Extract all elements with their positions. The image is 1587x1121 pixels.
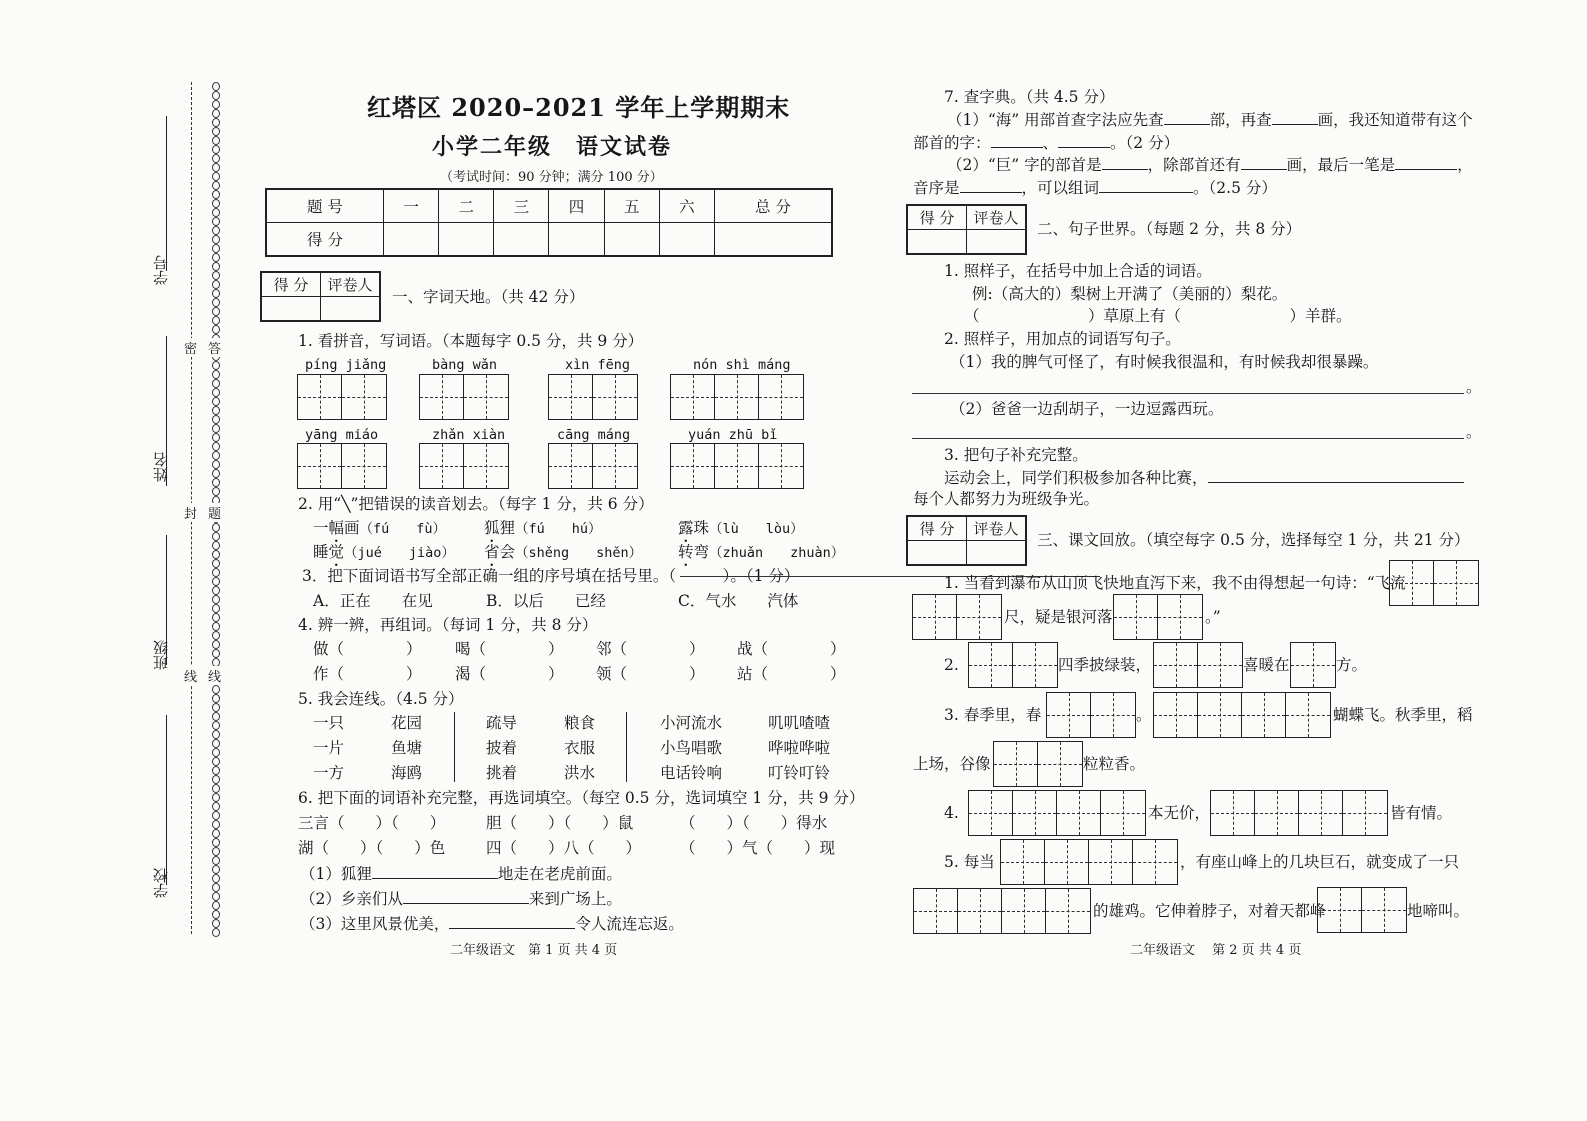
margin-circle <box>212 379 220 388</box>
answer-line[interactable] <box>912 393 1464 394</box>
answer-blank[interactable] <box>1395 155 1457 170</box>
margin-circle <box>212 361 220 370</box>
s2-q2-title: 2. 照样子，用加点的词语写句子。 <box>944 330 1181 348</box>
q2-item[interactable]: 露珠（lù lòu） <box>678 519 804 537</box>
name-label: 姓名 <box>152 452 170 482</box>
writing-grid[interactable] <box>1389 560 1479 606</box>
writing-grid[interactable] <box>1153 642 1243 688</box>
margin-circle <box>212 127 220 136</box>
grader-cell[interactable] <box>321 297 381 322</box>
group-divider <box>626 712 627 782</box>
margin-circle <box>212 442 220 451</box>
score-cell[interactable] <box>439 223 494 257</box>
margin-circle <box>212 811 220 820</box>
grader-label: 评卷人 <box>967 205 1027 230</box>
no-answer-label: 题 <box>208 503 221 522</box>
q2-item[interactable]: 一幅画（fú fù） <box>313 519 447 537</box>
q6-title: 6. 把下面的词语补充完整，再选词填空。（每空 0.5 分，选词填空 1 分，共 9 分） <box>298 789 865 807</box>
seal-label: 封 <box>184 503 197 522</box>
grader-box <box>260 271 381 322</box>
margin-circle <box>212 775 220 784</box>
score-cell[interactable] <box>604 223 659 257</box>
exam-info: （考试时间：90 分钟；满分 100 分） <box>440 170 663 185</box>
answer-blank[interactable] <box>1058 133 1110 148</box>
margin-circle <box>212 298 220 307</box>
section-1-title: 一、字词天地。（共 42 分） <box>392 288 585 306</box>
margin-circle <box>212 424 220 433</box>
margin-circle <box>212 433 220 442</box>
match-item[interactable]: 海鸥 <box>391 764 423 782</box>
group-divider <box>454 712 455 782</box>
s3-q4-number: 4. <box>944 804 959 822</box>
class-label: 班级 <box>152 640 170 670</box>
q4-title: 4. 辨一辨，再组词。（每词 1 分，共 8 分） <box>298 616 598 634</box>
margin-circle <box>212 370 220 379</box>
field-line <box>166 715 167 885</box>
writing-grid[interactable] <box>913 888 1091 934</box>
q1-title: 1. 看拼音，写词语。（本题每字 0.5 分，共 9 分） <box>298 332 644 350</box>
margin-circle <box>212 550 220 559</box>
margin-circle <box>212 82 220 91</box>
answer-blank[interactable] <box>1102 155 1148 170</box>
grader-box <box>906 515 1027 566</box>
grader-score-label: 得 分 <box>907 205 967 230</box>
grader-cell[interactable] <box>967 541 1027 566</box>
margin-circle <box>212 721 220 730</box>
margin-circle <box>212 703 220 712</box>
fill-sentence: （2）乡亲们从 来到广场上。 <box>300 890 622 908</box>
section-3-title: 三、课文回放。（填空每字 0.5 分，选择每空 1 分，共 21 分） <box>1037 531 1470 549</box>
margin-circle <box>212 460 220 469</box>
seal-label: 密 <box>184 338 197 357</box>
margin-circle <box>212 154 220 163</box>
answer-blank[interactable] <box>960 178 1022 193</box>
match-item[interactable]: 电话铃响 <box>660 764 723 782</box>
grader-score-cell[interactable] <box>907 230 967 255</box>
writing-grid[interactable] <box>1290 642 1336 688</box>
answer-line[interactable] <box>912 438 1464 439</box>
margin-circle <box>212 928 220 937</box>
margin-circle <box>212 829 220 838</box>
writing-grid[interactable] <box>297 374 387 420</box>
exam-title: 红塔区 2020–2021 学年上学期期末 <box>367 93 791 122</box>
score-table-header: 一 <box>384 189 439 223</box>
q7-part2: （2）“巨” 字的部首是 ，除部首还有 画，最后一笔是 ， <box>947 156 1473 174</box>
period: 。 <box>1466 378 1482 396</box>
margin-circle <box>212 631 220 640</box>
idiom-item[interactable]: （ ）（ ）得水 <box>680 814 828 832</box>
idiom-item[interactable]: （ ）气（ ）现 <box>680 839 836 857</box>
exam-subtitle: 小学二年级 语文试卷 <box>432 134 673 160</box>
margin-circle <box>212 181 220 190</box>
q4-item[interactable]: 站（ ） <box>737 665 846 683</box>
margin-circle <box>212 118 220 127</box>
s3-q2-text: 喜暖在 <box>1243 656 1290 674</box>
q4-item[interactable]: 喝（ ） <box>455 640 564 658</box>
margin-circle <box>212 685 220 694</box>
margin-circle <box>212 910 220 919</box>
writing-grid[interactable] <box>968 790 1146 836</box>
grader-box <box>906 204 1027 255</box>
margin-circle <box>212 766 220 775</box>
margin-circle <box>212 568 220 577</box>
margin-circle <box>212 487 220 496</box>
q4-item[interactable]: 战（ ） <box>737 640 846 658</box>
answer-blank[interactable] <box>449 914 575 929</box>
answer-blank[interactable] <box>1208 468 1464 483</box>
writing-grid[interactable] <box>1113 594 1203 640</box>
match-item[interactable]: 衣服 <box>564 739 596 757</box>
match-item[interactable]: 疏导 <box>486 714 518 732</box>
match-item[interactable]: 披着 <box>486 739 518 757</box>
no-answer-label: 线 <box>208 666 221 685</box>
pinyin: zhǎn xiàn <box>432 427 506 443</box>
match-item[interactable]: 一方 <box>313 764 345 782</box>
margin-circle <box>212 712 220 721</box>
answer-blank[interactable] <box>372 864 498 879</box>
margin-circle <box>212 469 220 478</box>
margin-circle <box>212 838 220 847</box>
q3-title: 3．把下面词语书写全部正确一组的序号填在括号里。（ ）。（1 分） <box>302 567 800 585</box>
pinyin: píng jiǎng <box>305 357 387 373</box>
answer-blank[interactable] <box>991 133 1043 148</box>
writing-grid[interactable] <box>993 741 1083 787</box>
margin-circle <box>212 757 220 766</box>
s2-q3-line1: 运动会上，同学们积极参加各种比赛， <box>944 468 1464 487</box>
score-table <box>265 188 833 257</box>
margin-circle <box>212 559 220 568</box>
match-item[interactable]: 哗啦哗啦 <box>768 739 831 757</box>
margin-circle <box>212 316 220 325</box>
score-cell[interactable] <box>494 223 549 257</box>
idiom-item[interactable]: 三言（ ）（ ） <box>298 814 446 832</box>
margin-circle <box>212 289 220 298</box>
margin-circle <box>212 739 220 748</box>
q4-item[interactable]: 作（ ） <box>313 665 422 683</box>
school-label: 学校 <box>152 868 170 898</box>
margin-circle <box>212 451 220 460</box>
margin-circle <box>212 694 220 703</box>
s2-q1-example: 例:（高大的）梨树上开满了（美丽的）梨花。 <box>972 285 1288 303</box>
page-footer: 二年级语文 第 1 页 共 4 页 <box>450 943 618 958</box>
writing-grid[interactable] <box>1000 839 1178 885</box>
margin-circle <box>212 100 220 109</box>
q2-item[interactable]: 省会（shěng shěn） <box>484 543 643 561</box>
score-table-header: 二 <box>439 189 494 223</box>
s2-q3-line2: 每个人都努力为班级争光。 <box>913 490 1100 508</box>
s3-q3-text: 上场，谷像 <box>913 755 991 773</box>
margin-circle <box>212 577 220 586</box>
match-item[interactable]: 小河流水 <box>660 714 723 732</box>
match-item[interactable]: 一片 <box>313 739 345 757</box>
margin-circle <box>212 919 220 928</box>
margin-circle <box>212 793 220 802</box>
match-item[interactable]: 叮铃叮铃 <box>768 764 831 782</box>
match-item[interactable]: 一只 <box>313 714 345 732</box>
pinyin: nón shì máng <box>693 357 791 373</box>
q3-option-a[interactable]: A．正在 在见 <box>313 592 433 610</box>
s3-q1-text: 尺，疑是银河落 <box>1004 608 1113 626</box>
margin-circle <box>212 235 220 244</box>
margin-circle <box>212 649 220 658</box>
match-item[interactable]: 粮食 <box>564 714 596 732</box>
s3-q4-text: 皆有情。 <box>1390 804 1453 822</box>
margin-circle <box>212 622 220 631</box>
answer-blank[interactable] <box>403 889 529 904</box>
writing-grid[interactable] <box>548 374 638 420</box>
no-answer-label: 答 <box>208 338 221 357</box>
student-id-label: 学号 <box>152 255 170 285</box>
s3-q5-text: 5. 每当 <box>944 853 995 871</box>
idiom-item[interactable]: 四（ ）八（ ） <box>486 839 642 857</box>
q2-item[interactable]: 睡觉（jué jiào） <box>313 543 455 561</box>
score-row-label: 得 分 <box>266 223 384 257</box>
answer-blank[interactable] <box>1099 178 1193 193</box>
section-2-title: 二、句子世界。（每题 2 分，共 8 分） <box>1037 220 1302 238</box>
writing-grid[interactable] <box>1046 692 1136 738</box>
q2-item[interactable]: 转弯（zhuǎn zhuàn） <box>678 543 845 561</box>
margin-circle <box>212 109 220 118</box>
margin-circle <box>212 307 220 316</box>
s3-q3-text: 。 <box>1136 706 1152 724</box>
margin-circle <box>212 586 220 595</box>
margin-circle <box>212 541 220 550</box>
margin-circle <box>212 640 220 649</box>
margin-circle <box>212 820 220 829</box>
writing-grid[interactable] <box>912 594 1002 640</box>
q4-item[interactable]: 邻（ ） <box>596 640 705 658</box>
margin-circle <box>212 730 220 739</box>
margin-circle <box>212 865 220 874</box>
s3-q2-text: 方。 <box>1336 656 1368 674</box>
q7-part1-cont: 部首的字： 、 。（2 分） <box>913 134 1180 152</box>
pinyin: yuán zhū bǐ <box>688 427 778 443</box>
margin-circle <box>212 217 220 226</box>
writing-grid[interactable] <box>670 374 804 420</box>
score-table-header: 四 <box>549 189 604 223</box>
pinyin: bàng wǎn <box>432 357 498 373</box>
margin-circle <box>212 208 220 217</box>
period: 。 <box>1466 423 1482 441</box>
writing-grid[interactable] <box>1317 887 1407 933</box>
margin-circle <box>212 253 220 262</box>
s3-q2-text: 四季披绿装， <box>1058 656 1152 674</box>
pinyin: cāng máng <box>557 427 631 443</box>
margin-circle <box>212 406 220 415</box>
margin-circle <box>212 244 220 253</box>
s2-q1-task[interactable]: （ ）草原上有（ ）羊群。 <box>964 307 1352 325</box>
s3-q4-text: 本无价， <box>1148 804 1211 822</box>
s2-q3-title: 3. 把句子补充完整。 <box>944 446 1088 464</box>
margin-circle <box>212 388 220 397</box>
score-table-header: 总 分 <box>714 189 832 223</box>
q4-item[interactable]: 领（ ） <box>596 665 705 683</box>
grader-score-cell[interactable] <box>261 297 321 322</box>
fill-sentence: （1）狐狸 地走在老虎前面。 <box>300 865 622 883</box>
match-item[interactable]: 小鸟唱歌 <box>660 739 723 757</box>
margin-circle <box>212 613 220 622</box>
match-item[interactable]: 挑着 <box>486 764 518 782</box>
page-footer: 二年级语文 第 2 页 共 4 页 <box>1130 943 1302 958</box>
s2-q2-sentence2: （2）爸爸一边刮胡子，一边逗露西玩。 <box>950 400 1224 418</box>
seal-label: 线 <box>184 666 197 685</box>
idiom-item[interactable]: 湖（ ）（ ）色 <box>298 839 446 857</box>
grader-label: 评卷人 <box>321 272 381 297</box>
score-table-header: 五 <box>604 189 659 223</box>
q3-option-c[interactable]: C．气水 汽体 <box>678 592 799 610</box>
margin-circle <box>212 604 220 613</box>
margin-circle <box>212 145 220 154</box>
pinyin: xìn fēng <box>565 357 631 373</box>
margin-circle <box>212 325 220 334</box>
s3-q2-number: 2. <box>944 656 959 674</box>
writing-grid[interactable] <box>968 642 1058 688</box>
grader-cell[interactable] <box>967 230 1027 255</box>
grader-score-label: 得 分 <box>907 516 967 541</box>
idiom-item[interactable]: 胆（ ）（ ）鼠 <box>486 814 634 832</box>
match-item[interactable]: 花园 <box>391 714 423 732</box>
s3-q3-text: 粒粒香。 <box>1083 755 1146 773</box>
s3-q5-text: 的雄鸡。它伸着脖子，对着天都峰 <box>1093 902 1326 920</box>
margin-circle <box>212 199 220 208</box>
margin-circle <box>212 226 220 235</box>
s3-q3-text: 3. 春季里，春 <box>944 706 1042 724</box>
s3-q5-text: ，有座山峰上的几块巨石，就变成了一只 <box>1180 853 1460 871</box>
writing-grid[interactable] <box>548 443 638 489</box>
s3-q5-text: 地啼叫。 <box>1407 902 1470 920</box>
match-item[interactable]: 洪水 <box>564 764 596 782</box>
margin-circle <box>212 892 220 901</box>
pinyin: yāng miáo <box>305 427 379 443</box>
answer-blank[interactable] <box>1164 110 1210 125</box>
q2-item[interactable]: 狐狸（fú hú） <box>484 519 602 537</box>
fill-sentence: （3）这里风景优美， 令人流连忘返。 <box>300 915 684 933</box>
margin-circle <box>212 271 220 280</box>
q7-part1: （1）“海” 用部首查字法应先查 部，再查 画，我还知道带有这个 <box>947 111 1473 129</box>
margin-circle <box>212 784 220 793</box>
s3-q3-text: 蝴蝶飞。秋季里，稻 <box>1333 706 1473 724</box>
margin-circle <box>212 532 220 541</box>
score-table-header: 题 号 <box>266 189 384 223</box>
q7-title: 7. 查字典。（共 4.5 分） <box>944 88 1115 106</box>
margin-circle <box>212 478 220 487</box>
score-table-header: 六 <box>659 189 714 223</box>
grader-score-cell[interactable] <box>907 541 967 566</box>
answer-blank[interactable] <box>1241 155 1287 170</box>
match-item[interactable]: 鱼塘 <box>391 739 423 757</box>
score-cell[interactable] <box>384 223 439 257</box>
score-table-header: 三 <box>494 189 549 223</box>
score-cell[interactable] <box>714 223 832 257</box>
margin-circle <box>212 91 220 100</box>
score-cell[interactable] <box>549 223 604 257</box>
q2-title: 2. 用“╲”把错误的读音划去。（每字 1 分，共 6 分） <box>298 495 654 513</box>
s2-q1-title: 1. 照样子，在括号中加上合适的词语。 <box>944 262 1212 280</box>
s3-q1-text: 。” <box>1205 608 1221 626</box>
field-line <box>166 116 167 271</box>
s2-q2-sentence1: （1）我的脾气可怪了，有时候我很温和，有时候我却很暴躁。 <box>950 353 1379 371</box>
margin-circle <box>212 190 220 199</box>
margin-circle <box>212 415 220 424</box>
margin-circle <box>212 595 220 604</box>
margin-circle <box>212 136 220 145</box>
q3-option-b[interactable]: B．以后 已经 <box>486 592 606 610</box>
margin-circle <box>212 172 220 181</box>
margin-circle <box>212 883 220 892</box>
margin-circle <box>212 262 220 271</box>
q7-part2-cont: 音序是 ，可以组词 。（2.5 分） <box>913 179 1277 197</box>
margin-circle <box>212 397 220 406</box>
margin-circle <box>212 523 220 532</box>
writing-grid[interactable] <box>670 443 804 489</box>
writing-grid[interactable] <box>1153 692 1331 738</box>
match-item[interactable]: 叽叽喳喳 <box>768 714 831 732</box>
writing-grid[interactable] <box>297 443 387 489</box>
margin-circle <box>212 802 220 811</box>
q4-item[interactable]: 做（ ） <box>313 640 422 658</box>
margin-circle <box>212 847 220 856</box>
q5-title: 5. 我会连线。（4.5 分） <box>298 690 464 708</box>
grader-score-label: 得 分 <box>261 272 321 297</box>
margin-circle <box>212 874 220 883</box>
writing-grid[interactable] <box>1210 790 1388 836</box>
margin-circle <box>212 163 220 172</box>
margin-circle <box>212 901 220 910</box>
writing-grid[interactable] <box>419 374 509 420</box>
writing-grid[interactable] <box>419 443 509 489</box>
margin-circle <box>212 748 220 757</box>
s3-q1-text: 1. 当看到瀑布从山顶飞快地直泻下来，我不由得想起一句诗：“飞流 <box>944 574 1406 592</box>
grader-label: 评卷人 <box>967 516 1027 541</box>
q4-item[interactable]: 渴（ ） <box>455 665 564 683</box>
margin-circle <box>212 280 220 289</box>
margin-circle <box>212 856 220 865</box>
score-cell[interactable] <box>659 223 714 257</box>
answer-blank[interactable] <box>1272 110 1318 125</box>
